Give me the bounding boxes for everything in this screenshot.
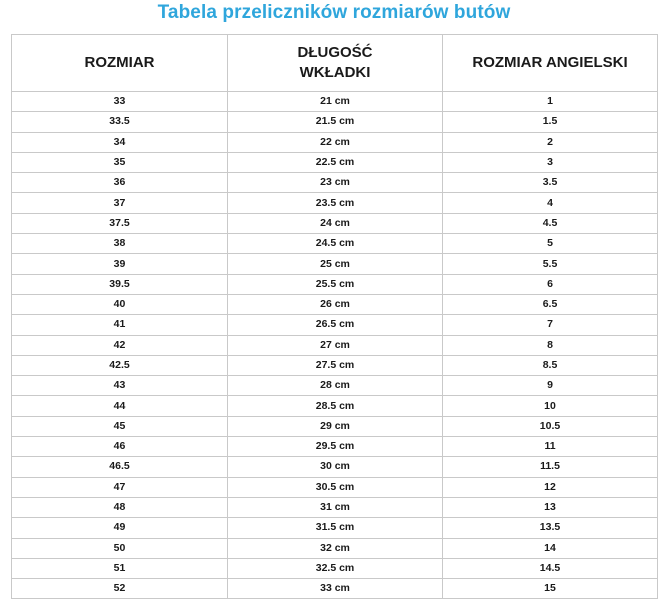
cell-size: 38 [12, 234, 228, 254]
cell-uk-size: 11.5 [443, 457, 658, 477]
table-row [12, 152, 658, 172]
table-row [12, 538, 658, 558]
cell-insole-length: 21.5 cm [228, 112, 443, 132]
cell-insole-length: 22 cm [228, 132, 443, 152]
cell-uk-size: 8 [443, 335, 658, 355]
cell-size: 51 [12, 558, 228, 578]
cell-size: 35 [12, 152, 228, 172]
table-header-row [12, 35, 658, 92]
cell-size: 49 [12, 518, 228, 538]
cell-uk-size: 6.5 [443, 294, 658, 314]
cell-insole-length: 29.5 cm [228, 437, 443, 457]
cell-uk-size: 8.5 [443, 355, 658, 375]
table-row [12, 254, 658, 274]
table-row [12, 315, 658, 335]
cell-uk-size: 7 [443, 315, 658, 335]
cell-uk-size: 15 [443, 579, 658, 599]
table-body [12, 92, 658, 599]
cell-size: 39.5 [12, 274, 228, 294]
cell-insole-length: 21 cm [228, 92, 443, 112]
cell-size: 41 [12, 315, 228, 335]
cell-uk-size: 10 [443, 396, 658, 416]
table-row [12, 355, 658, 375]
cell-size: 33.5 [12, 112, 228, 132]
cell-size: 37 [12, 193, 228, 213]
table-row [12, 437, 658, 457]
table-row [12, 518, 658, 538]
cell-insole-length: 24 cm [228, 213, 443, 233]
header-insole-length-line2: WKŁADKI [299, 64, 371, 81]
cell-uk-size: 11 [443, 437, 658, 457]
cell-size: 40 [12, 294, 228, 314]
cell-insole-length: 30 cm [228, 457, 443, 477]
cell-uk-size: 14.5 [443, 558, 658, 578]
cell-insole-length: 31 cm [228, 497, 443, 517]
cell-uk-size: 13 [443, 497, 658, 517]
cell-size: 48 [12, 497, 228, 517]
cell-size: 33 [12, 92, 228, 112]
table-row [12, 294, 658, 314]
cell-uk-size: 4.5 [443, 213, 658, 233]
cell-insole-length: 28.5 cm [228, 396, 443, 416]
cell-size: 46 [12, 437, 228, 457]
cell-uk-size: 5.5 [443, 254, 658, 274]
header-insole-length [228, 35, 443, 92]
cell-insole-length: 29 cm [228, 416, 443, 436]
cell-uk-size: 4 [443, 193, 658, 213]
table-row [12, 92, 658, 112]
table-row [12, 579, 658, 599]
shoe-size-table [11, 34, 658, 599]
cell-size: 34 [12, 132, 228, 152]
cell-insole-length: 32.5 cm [228, 558, 443, 578]
header-insole-length-line1: DŁUGOŚĆ [297, 44, 373, 61]
cell-insole-length: 25 cm [228, 254, 443, 274]
cell-size: 45 [12, 416, 228, 436]
table-row [12, 558, 658, 578]
cell-insole-length: 32 cm [228, 538, 443, 558]
cell-uk-size: 5 [443, 234, 658, 254]
cell-uk-size: 2 [443, 132, 658, 152]
table-row [12, 213, 658, 233]
cell-uk-size: 1.5 [443, 112, 658, 132]
table-row [12, 457, 658, 477]
page-title: Tabela przeliczników rozmiarów butów [157, 2, 511, 23]
table-row [12, 173, 658, 193]
cell-size: 36 [12, 173, 228, 193]
cell-insole-length: 31.5 cm [228, 518, 443, 538]
table-row [12, 234, 658, 254]
cell-size: 37.5 [12, 213, 228, 233]
table-row [12, 274, 658, 294]
cell-insole-length: 30.5 cm [228, 477, 443, 497]
table-row [12, 335, 658, 355]
cell-insole-length: 23 cm [228, 173, 443, 193]
cell-uk-size: 3.5 [443, 173, 658, 193]
header-uk-size: ROZMIAR ANGIELSKI [443, 35, 658, 92]
cell-insole-length: 27 cm [228, 335, 443, 355]
table-row [12, 497, 658, 517]
cell-uk-size: 1 [443, 92, 658, 112]
cell-insole-length: 33 cm [228, 579, 443, 599]
table-row [12, 396, 658, 416]
cell-insole-length: 26.5 cm [228, 315, 443, 335]
table-row [12, 193, 658, 213]
cell-uk-size: 9 [443, 376, 658, 396]
cell-uk-size: 12 [443, 477, 658, 497]
table-row [12, 376, 658, 396]
cell-uk-size: 10.5 [443, 416, 658, 436]
cell-uk-size: 6 [443, 274, 658, 294]
header-size: ROZMIAR [12, 35, 228, 92]
cell-size: 44 [12, 396, 228, 416]
table-row [12, 112, 658, 132]
cell-insole-length: 25.5 cm [228, 274, 443, 294]
cell-insole-length: 26 cm [228, 294, 443, 314]
cell-insole-length: 27.5 cm [228, 355, 443, 375]
cell-size: 43 [12, 376, 228, 396]
cell-size: 50 [12, 538, 228, 558]
table-row [12, 416, 658, 436]
cell-insole-length: 24.5 cm [228, 234, 443, 254]
cell-uk-size: 3 [443, 152, 658, 172]
cell-uk-size: 14 [443, 538, 658, 558]
cell-size: 46.5 [12, 457, 228, 477]
table-row [12, 132, 658, 152]
cell-insole-length: 23.5 cm [228, 193, 443, 213]
cell-uk-size: 13.5 [443, 518, 658, 538]
cell-insole-length: 22.5 cm [228, 152, 443, 172]
cell-size: 42 [12, 335, 228, 355]
table-row [12, 477, 658, 497]
cell-size: 47 [12, 477, 228, 497]
cell-size: 39 [12, 254, 228, 274]
cell-insole-length: 28 cm [228, 376, 443, 396]
cell-size: 52 [12, 579, 228, 599]
cell-size: 42.5 [12, 355, 228, 375]
